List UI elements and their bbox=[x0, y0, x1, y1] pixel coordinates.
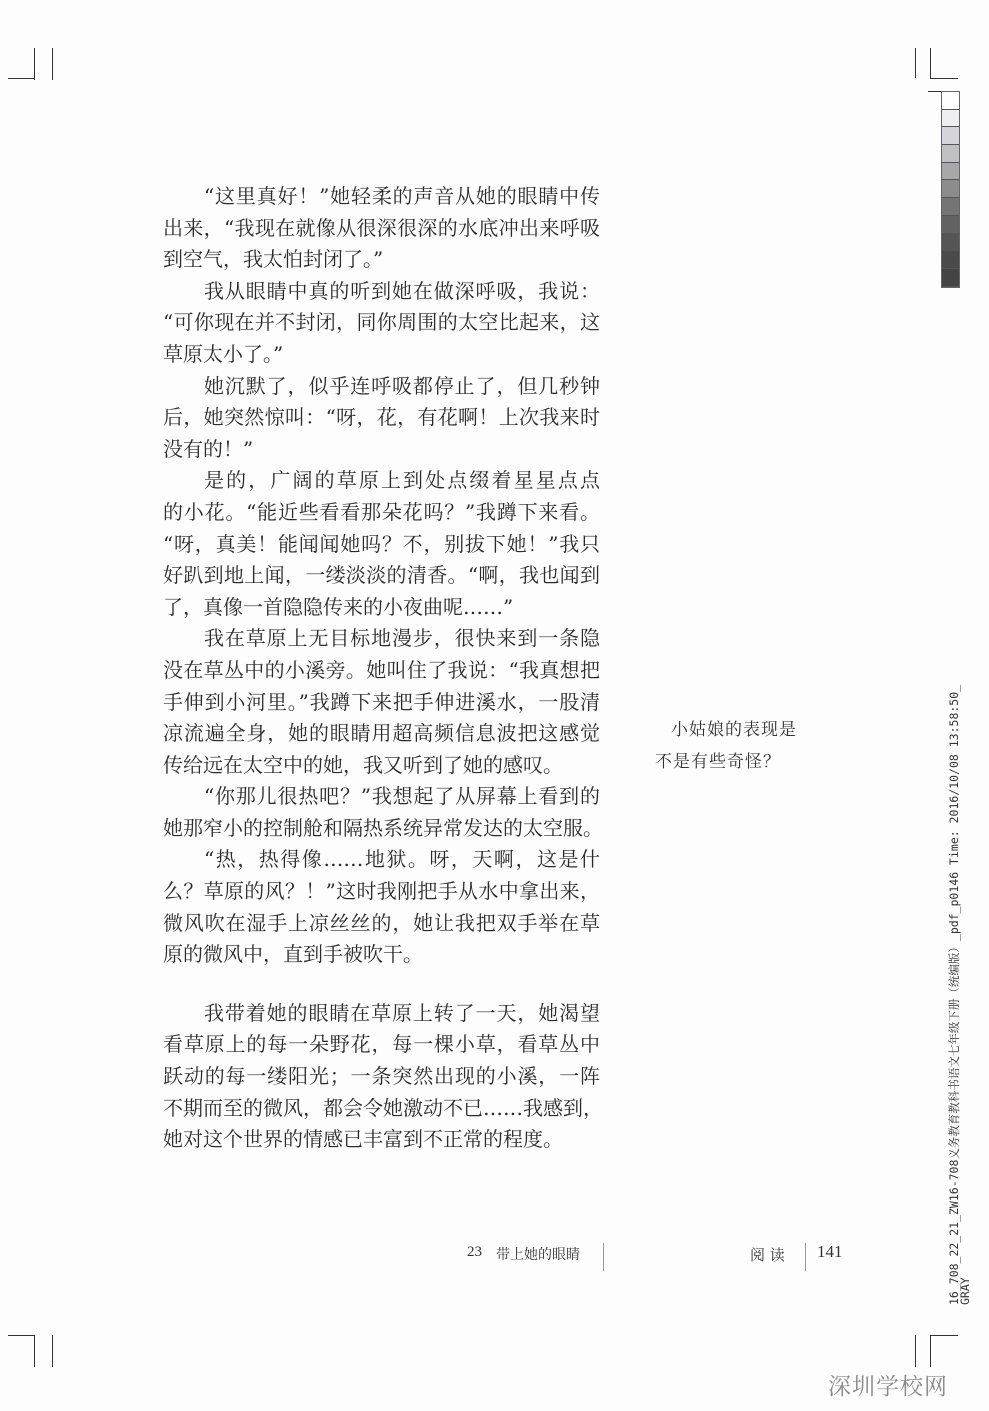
watermark: 深圳学校网 bbox=[828, 1374, 948, 1400]
text-line: 看草原上的每一朵野花，每一棵小草，看草丛中 bbox=[163, 1032, 600, 1057]
print-info-line: 16_708_22_21_ZW16-708义务教育教科书语文七年级下册（统编版）_pdf_p0146 Time: 2016/10/08 13:58:50_ bbox=[947, 684, 961, 1305]
text-line: 传给远在太空中的她，我又听到了她的感叹。 bbox=[163, 752, 563, 777]
text-line: 她沉默了，似乎连呼吸都停止了，但几秒钟 bbox=[204, 373, 600, 398]
text-line: 她那窄小的控制舱和隔热系统异常发达的太空服。 bbox=[163, 815, 603, 840]
text-line: “你那儿很热吧？”我想起了从屏幕上看到的 bbox=[204, 784, 600, 809]
gray-scale-step bbox=[942, 110, 959, 128]
text-line: 我在草原上无目标地漫步，很快来到一条隐 bbox=[204, 626, 600, 651]
text-line: 么？草原的风？！”这时我刚把手从水中拿出来， bbox=[163, 879, 600, 904]
paragraph-gap bbox=[163, 971, 600, 998]
text-line: 不期而至的微风，都会令她激动不已……我感到， bbox=[163, 1095, 603, 1120]
paragraph bbox=[163, 623, 600, 781]
side-note-line: 不是有些奇怪？ bbox=[655, 752, 781, 772]
footer-lesson-title: 带上她的眼睛 bbox=[496, 1247, 580, 1263]
paragraph bbox=[163, 276, 600, 371]
crop-mark bbox=[930, 1335, 958, 1336]
footer-section: 阅 读 bbox=[750, 1246, 785, 1264]
text-line: 了，真像一首隐隐传来的小夜曲呢……” bbox=[163, 594, 514, 619]
text-line: 没有的！” bbox=[163, 436, 254, 461]
paragraph bbox=[163, 998, 603, 1156]
side-note-line: 小姑娘的表现是 bbox=[671, 720, 797, 740]
crop-mark bbox=[930, 1335, 931, 1367]
text-line: 她对这个世界的情感已丰富到不正常的程度。 bbox=[163, 1127, 563, 1152]
gray-scale-step bbox=[942, 269, 959, 287]
footer-divider bbox=[603, 1243, 604, 1271]
crop-mark bbox=[930, 48, 931, 79]
gray-scale-step bbox=[942, 163, 959, 181]
crop-mark bbox=[915, 1335, 916, 1367]
text-line: “呀，真美！能闻闻她吗？不，别拔下她！”我只 bbox=[163, 531, 600, 556]
gray-scale-step bbox=[942, 145, 959, 163]
page-number: 141 bbox=[817, 1242, 843, 1261]
gray-scale-step bbox=[942, 180, 959, 198]
crop-mark bbox=[52, 48, 53, 80]
text-line: 手伸到小河里。”我蹲下来把手伸进溪水，一股清 bbox=[163, 689, 600, 714]
print-info bbox=[949, 685, 971, 1305]
text-line: 原的微风中，直到手被吹干。 bbox=[163, 942, 423, 967]
text-line: “这里真好！”她轻柔的声音从她的眼睛中传 bbox=[204, 184, 600, 208]
gray-scale-step bbox=[942, 216, 959, 234]
text-line: “可你现在并不封闭，同你周围的太空比起来，这 bbox=[163, 310, 600, 335]
crop-mark bbox=[930, 78, 958, 79]
text-line: 凉流遍全身，她的眼睛用超高频信息波把这感觉 bbox=[163, 721, 600, 746]
text-line: “热，热得像……地狱。呀，天啊，这是什 bbox=[204, 847, 600, 872]
text-line: 出来，“我现在就像从很深很深的水底冲出来呼吸 bbox=[163, 215, 600, 240]
paragraph bbox=[163, 465, 600, 623]
text-line: 我带着她的眼睛在草原上转了一天，她渴望 bbox=[204, 1000, 600, 1025]
print-info-line: GRAY bbox=[958, 1277, 972, 1305]
body-text bbox=[163, 181, 603, 1156]
crop-mark bbox=[928, 91, 941, 92]
gray-scale-step bbox=[942, 251, 959, 269]
text-line: 跃动的每一缕阳光；一条突然出现的小溪，一阵 bbox=[163, 1064, 600, 1089]
side-note bbox=[655, 714, 845, 778]
gray-scale-bar bbox=[941, 91, 960, 288]
text-line: 后，她突然惊叫：“呀，花，有花啊！上次我来时 bbox=[163, 405, 600, 430]
crop-mark bbox=[8, 78, 35, 79]
paragraph bbox=[163, 371, 600, 466]
crop-mark bbox=[915, 48, 916, 78]
text-line: 草原太小了。” bbox=[163, 341, 284, 366]
gray-scale-step bbox=[942, 198, 959, 216]
paragraph bbox=[163, 844, 600, 970]
footer-lesson-number: 23 bbox=[467, 1244, 482, 1260]
text-line: 微风吹在湿手上凉丝丝的，她让我把双手举在草 bbox=[163, 910, 600, 935]
text-line: 是的，广阔的草原上到处点缀着星星点点 bbox=[204, 468, 600, 493]
text-line: 没在草丛中的小溪旁。她叫住了我说：“我真想把 bbox=[163, 657, 600, 682]
crop-mark bbox=[34, 48, 35, 80]
gray-scale-step bbox=[942, 127, 959, 145]
text-line: 我从眼睛中真的听到她在做深呼吸，我说： bbox=[204, 278, 600, 303]
crop-mark bbox=[34, 1335, 35, 1367]
paragraph bbox=[163, 781, 603, 844]
crop-mark bbox=[52, 1335, 53, 1367]
gray-scale-step bbox=[942, 234, 959, 252]
paragraph bbox=[163, 181, 600, 276]
footer-divider bbox=[805, 1243, 806, 1271]
gray-scale-step bbox=[942, 92, 959, 110]
text-line: 到空气，我太怕封闭了。” bbox=[163, 247, 384, 272]
text-line: 好趴到地上闻，一缕淡淡的清香。“啊，我也闻到 bbox=[163, 563, 600, 588]
text-line: 的小花。“能近些看看那朵花吗？”我蹲下来看。 bbox=[163, 499, 600, 524]
crop-mark bbox=[8, 1335, 35, 1336]
